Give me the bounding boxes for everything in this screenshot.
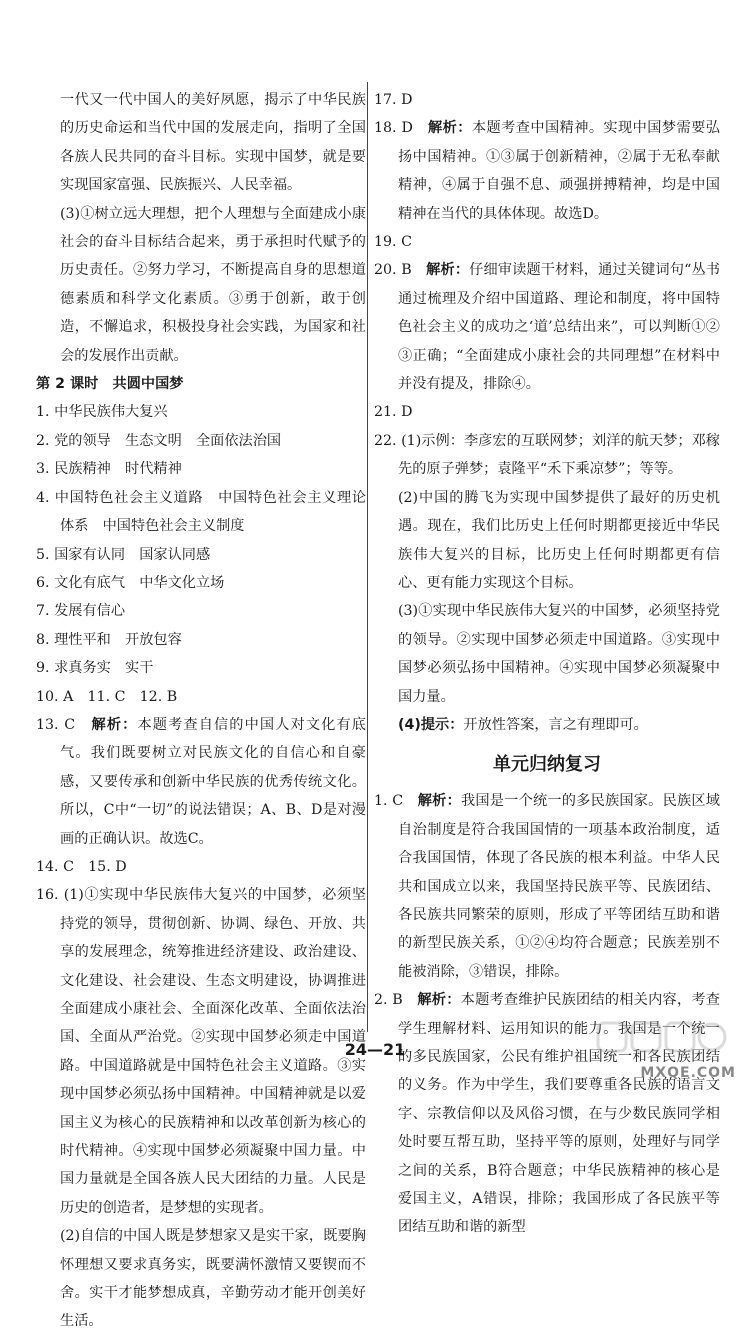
review-item-1: 1. C 解析：我国是一个统一的多民族国家。民族区域自治制度是符合我国国情的一项基本政治制度，适合我国国情，体现了各民族的根本利益。中华人民共和国成立以来，我国坚持民族平等、民族团结、各民族共同繁荣的原则，形成了平等团结互助和谐的新型民族关系，①②④均符合题意；民族差别不能被消除，③错误，排除。 [374,793,720,980]
lesson-heading: 第 2 课时 共圆中国梦 [36,376,184,393]
answer-item-4: 4. 中国特色社会主义道路 中国特色社会主义理论体系 中国特色社会主义制度 [36,489,366,535]
intro-paragraph-2: (3)①树立远大理想，把个人理想与全面建成小康社会的奋斗目标结合起来，勇于承担时代赋予的历史责任。②努力学习，不断提高自身的思想道德素质和科学文化素质。③勇于创新，敢于创造，不懈追求，积极投身社会实践，为国家和社会的发展作出贡献。 [60,205,366,364]
answer-item-3: 3. 民族精神 时代精神 [36,461,182,478]
answer-item-9: 9. 求真务实 实干 [36,660,154,677]
section-title: 单元归纳复习 [493,754,601,776]
answer-item-14: 14. C 15. D [36,858,127,875]
answer-item-10: 10. A 11. C 12. B [36,688,178,705]
answer-item-8: 8. 理性平和 开放包容 [36,631,182,648]
short-answer-list [36,398,366,710]
answer-item-18: 18. D 解析：本题考查中国精神。实现中国梦需要弘扬中国精神。①③属于创新精神，②属于无私奉献精神，④属于自强不息、顽强拼搏精神，均是中国精神在当代的具体体现。故选D。 [374,120,720,222]
watermark-text: MXQE.COM [640,1065,736,1081]
answer-item-16-part-2: (2)自信的中国人既是梦想家又是实干家，既要胸怀理想又要求真务实，既要满怀激情又要锲而不舍。实干才能梦想成真，辛勤劳动才能开创美好生活。 [60,1228,366,1330]
answer-item-20: 20. B 解析：仔细审读题干材料，通过关键词句“丛书通过梳理及介绍中国道路、理论和制度，将中国特色社会主义的成功之‘道’总结出来”，可以判断①②③正确；“全面建成小康社会的共同理想”在材料中并没有提及，排除④。 [374,262,720,393]
answer-item-2: 2. 党的领导 生态文明 全面依法治国 [36,432,282,449]
column-divider [367,82,368,1032]
intro-paragraph-1: 一代又一代中国人的美好夙愿，揭示了中华民族的历史命运和当代中国的发展走向，指明了全国各族人民共同的奋斗目标。实现中国梦，就是要实现国家富强、民族振兴、人民幸福。 [60,92,366,194]
answer-item-22-part-3: (3)①实现中华民族伟大复兴的中国梦，必须坚持党的领导。②实现中国梦必须走中国道路。③实现中国梦必须弘扬中国精神。④实现中国梦必须凝聚中国力量。 [398,603,720,705]
answer-item-22: 22. (1)示例：李彦宏的互联网梦；刘洋的航天梦；邓稼先的原子弹梦；袁隆平“禾下乘凉梦”；等等。 [374,432,720,478]
page-number: 24—21 [344,1040,406,1059]
answer-item-6: 6. 文化有底气 中华文化立场 [36,574,225,591]
answer-item-7: 7. 发展有信心 [36,603,126,620]
answer-item-19: 19. C [374,234,412,251]
answer-item-13: 13. C 解析：本题考查自信的中国人对文化有底气。我们既要树立对民族文化的自信心和自豪感，又要传承和创新中华民族的优秀传统文化。所以，C中“一切”的说法错误；A、B、D是对漫画的正确认识。故选C。 [36,716,366,847]
answer-item-22-part-2: (2)中国的腾飞为实现中国梦提供了最好的历史机遇。现在，我们比历史上任何时期都更接近中华民族伟大复兴的目标，比历史上任何时期都更有信心、更有能力实现这个目标。 [398,489,720,591]
left-column [36,86,366,1336]
answer-item-17: 17. D [374,92,413,108]
answer-item-22-part-4: (4)提示：开放性答案，言之有理即可。 [398,716,648,733]
answer-item-21: 21. D [374,404,413,421]
review-item-2: 2. B 解析：本题考查维护民族团结的相关内容，考查学生理解材料、运用知识的能力。我国是一个统一的多民族国家，公民有维护祖国统一和各民族团结的义务。作为中学生，我们要尊重各民族的语言文字、宗教信仰以及风俗习惯，在与少数民族同学相处时要互帮互助，坚持平等的原则，处理好与同学之间的关系，B符合题意；中华民族精神的核心是爱国主义，A错误，排除；我国形成了各民族平等团结互助和谐的新型 [374,992,720,1236]
answer-item-5: 5. 国家有认同 国家认同感 [36,546,211,563]
answer-item-16: 16. (1)①实现中华民族伟大复兴的中国梦，必须坚持党的领导，贯彻创新、协调、绿色、开放、共享的发展理念，统筹推进经济建设、政治建设、文化建设、社会建设、生态文明建设，协调推进全面建成小康社会、全面深化改革、全面依法治国、全面从严治党。②实现中国梦必须走中国道路。中国道路就是中国特色社会主义道路。③实现中国梦必须弘扬中国精神。中国精神就是以爱国主义为核心的民族精神和以改革创新为核心的时代精神。④实现中国梦必须凝聚中国力量。中国力量就是全国各族人民大团结的力量。人民是历史的创造者，是梦想的实现者。 [36,887,366,1216]
answer-item-1: 1. 中华民族伟大复兴 [36,404,168,421]
